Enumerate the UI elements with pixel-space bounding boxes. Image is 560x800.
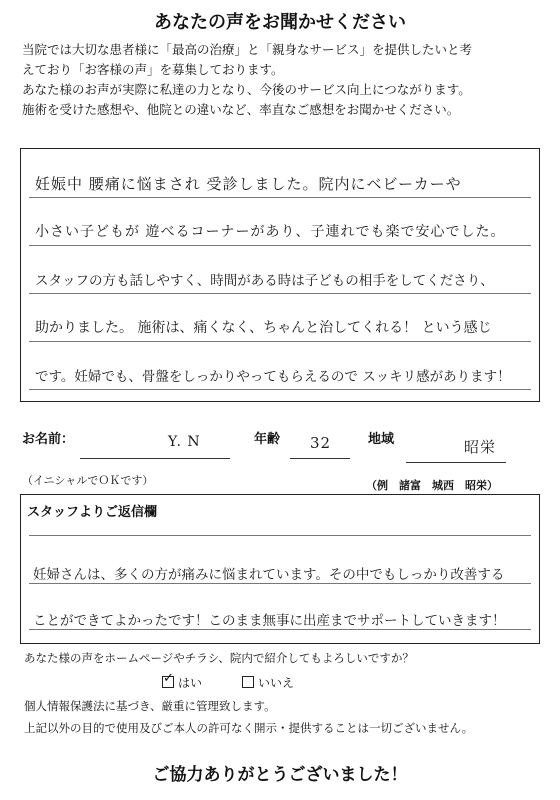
privacy-line: 上記以外の目的で使用及びご本人の許可なく開示・提供することは一切ございません。	[24, 721, 474, 735]
checkbox-checked-icon[interactable]	[162, 676, 174, 688]
no-label: いいえ	[258, 676, 295, 690]
yes-label: はい	[178, 676, 203, 690]
intro-line: えており「お客様の声」を募集しております。	[22, 62, 284, 77]
reply-heading: スタッフよりご返信欄	[27, 505, 158, 520]
name-label: お名前：	[22, 432, 75, 447]
name-value: Y. N	[168, 434, 201, 450]
consent-question: あなた様の声をホームページやチラシ、院内で紹介してもよろしいですか？	[24, 651, 414, 665]
age-field[interactable]	[290, 430, 350, 459]
thanks-message: ご協力ありがとうございました！	[152, 765, 408, 785]
reply-box	[20, 494, 540, 644]
privacy-line: 個人情報保護法に基づき、厳重に管理致します。	[24, 699, 276, 713]
checkbox-empty-icon[interactable]	[242, 676, 254, 688]
feedback-line: です。妊婦でも、骨盤をしっかりやってもらえるので スッキリ感があります！	[35, 369, 511, 385]
feedback-line: 助かりました。 施術は、痛くなく、ちゃんと治してくれる！ という感じ	[35, 320, 492, 336]
reply-line: 妊婦さんは、多くの方が痛みに悩まれています。その中でもしっかり改善する	[33, 567, 505, 583]
consent-no-option[interactable]	[242, 674, 294, 691]
region-value: 昭栄	[464, 438, 497, 456]
page-title: あなたの声をお聞かせください	[154, 12, 406, 33]
reply-line: ことができてよかったです！このまま無事に出産までサポートしていきます！	[33, 613, 506, 629]
intro-line: 当院では大切な患者様に「最高の治療」と「親身なサービス」を提供したいと考	[22, 42, 473, 57]
feedback-line: 妊娠中 腰痛に悩まされ 受診しました。院内にベビーカーや	[35, 175, 462, 193]
age-label: 年齢	[254, 432, 281, 447]
intro-line: 施術を受けた感想や、他院との違いなど、率直なご感想をお聞かせください。	[22, 102, 460, 117]
name-field[interactable]	[80, 430, 230, 459]
intro-line: あなた様のお声が実際に私達の力となり、今後のサービス向上につながります。	[22, 82, 471, 97]
age-value: 32	[310, 434, 332, 452]
initial-note: （イニシャルでＯＫです）	[22, 474, 154, 487]
intro-text	[22, 40, 542, 120]
region-label: 地域	[368, 432, 395, 447]
feedback-line: スタッフの方も話しやすく、時間がある時は子どもの相手をしてくださり、	[35, 273, 494, 289]
region-field[interactable]	[406, 434, 506, 463]
region-example: （例 諸富 城西 昭栄）	[366, 479, 498, 492]
feedback-box	[20, 148, 540, 402]
feedback-line: 小さい子どもが 遊べるコーナーがあり、子連れでも楽で安心でした。	[35, 224, 506, 240]
consent-yes-option[interactable]	[162, 674, 202, 691]
